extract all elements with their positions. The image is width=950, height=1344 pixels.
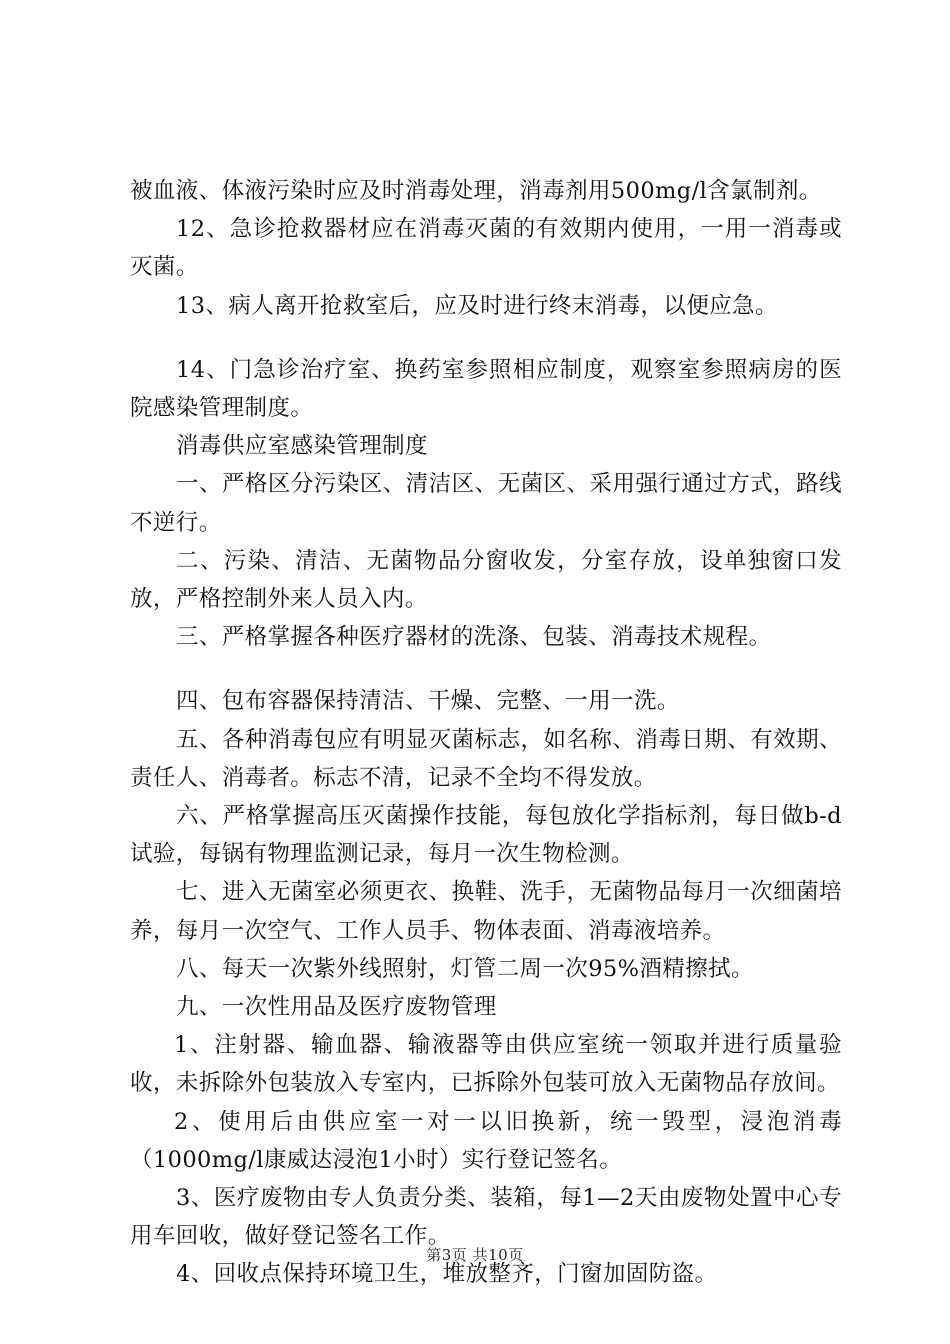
paragraph-6: 一、严格区分污染区、清洁区、无菌区、采用强行通过方式，路线不逆行。 [130, 471, 842, 536]
paragraph-18: 4、回收点保持环境卫生，堆放整齐，门窗加固防盗。 [176, 1261, 718, 1288]
page-footer: 第3页 共10页 [426, 1246, 524, 1264]
paragraph-11: 六、严格掌握高压灭菌操作技能，每包放化学指标剂，每日做b-d试验，每锅有物理监测记录，每月一次生物检测。 [130, 803, 842, 868]
paragraph-1: 被血液、体液污染时应及时消毒处理，消毒剂用500mg/l含氯制剂。 [130, 178, 822, 204]
paragraph-8: 三、严格掌握各种医疗器材的洗涤、包装、消毒技术规程。 [176, 624, 772, 651]
paragraph-13: 八、每天一次紫外线照射，灯管二周一次95%酒精擦拭。 [176, 955, 754, 982]
paragraph-9: 四、包布容器保持清洁、干燥、完整、一用一洗。 [176, 688, 680, 715]
paragraph-15: 1、注射器、输血器、输液器等由供应室统一领取并进行质量验收，未拆除外包装放入专室内，已拆除外包装可放入无菌物品存放间。 [130, 1032, 842, 1097]
paragraph-10: 五、各种消毒包应有明显灭菌标志，如名称、消毒日期、有效期、责任人、消毒者。标志不清，记录不全均不得发放。 [130, 726, 842, 791]
section-heading: 消毒供应室感染管理制度 [176, 433, 428, 460]
paragraph-3: 13、病人离开抢救室后，应及时进行终末消毒，以便应急。 [176, 292, 778, 319]
paragraph-7: 二、污染、清洁、无菌物品分窗收发，分室存放，设单独窗口发放，严格控制外来人员入内。 [130, 547, 842, 613]
paragraph-12: 七、进入无菌室必须更衣、换鞋、洗手，无菌物品每月一次细菌培养，每月一次空气、工作人员手、物体表面、消毒液培养。 [130, 879, 842, 944]
paragraph-4: 14、门急诊治疗室、换药室参照相应制度，观察室参照病房的医院感染管理制度。 [130, 356, 842, 422]
document-body [130, 172, 842, 1294]
paragraph-17: 3、医疗废物由专人负责分类、装箱，每1—2天由废物处置中心专用车回收，做好登记签名工作。 [130, 1185, 842, 1250]
subsection-heading: 九、一次性用品及医疗废物管理 [176, 994, 497, 1021]
paragraph-2: 12、急诊抢救器材应在消毒灭菌的有效期内使用，一用一消毒或灭菌。 [130, 216, 842, 281]
paragraph-16: 2、使用后由供应室一对一以旧换新，统一毁型，浸泡消毒（1000mg/l康威达浸泡1小时）实行登记签名。 [130, 1108, 842, 1173]
